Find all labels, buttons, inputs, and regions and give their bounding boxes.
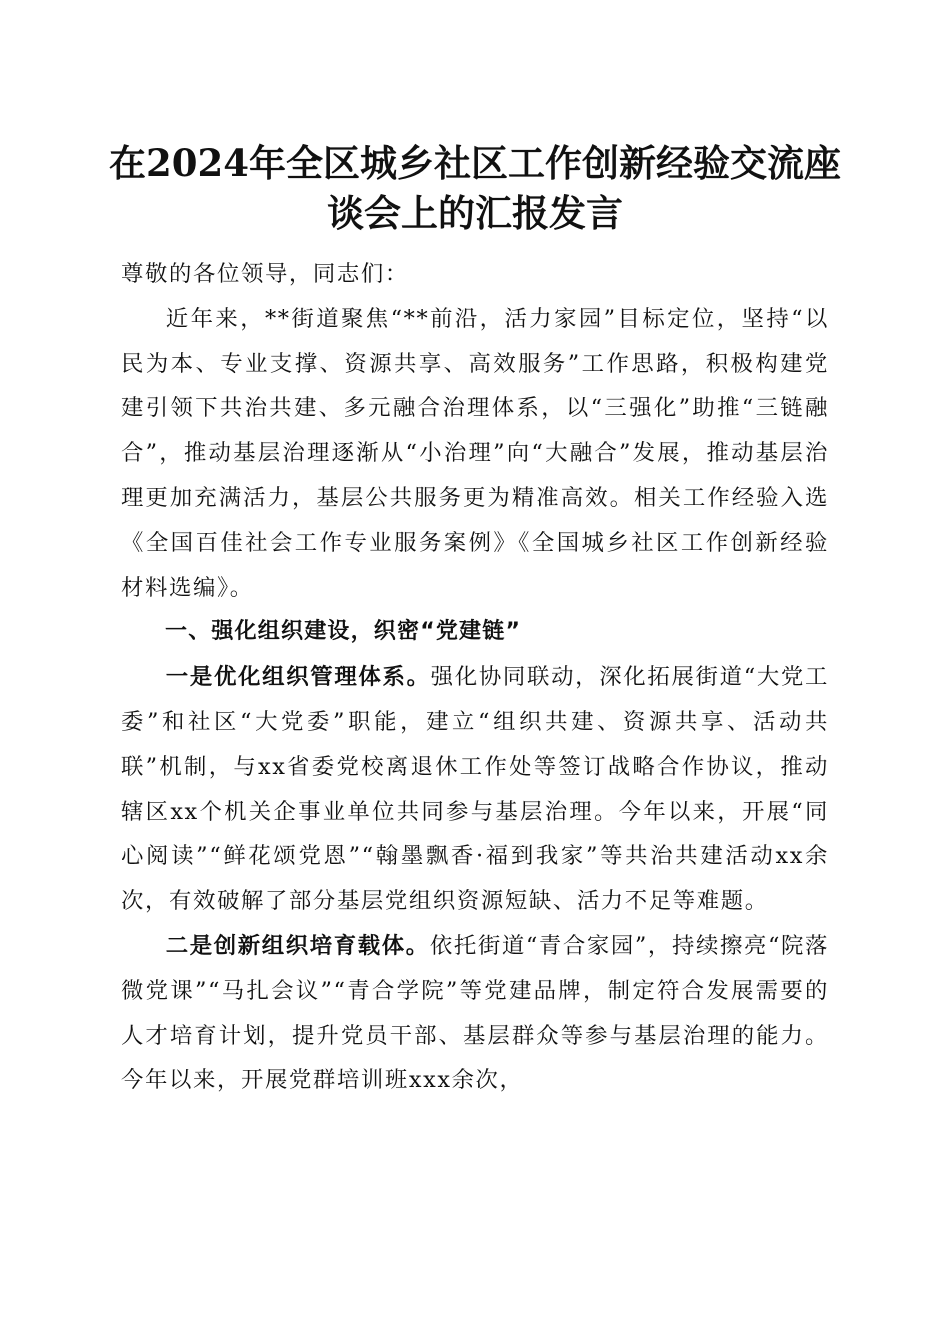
paragraph-lead: 一是优化组织管理体系。 [165, 664, 431, 691]
section-heading-1: 一、强化组织建设，织密“党建链” [165, 619, 522, 645]
salutation: 尊敬的各位领导，同志们： [121, 261, 409, 287]
paragraph-innovate-cultivation [121, 924, 829, 1103]
paragraph-optimize-organization [121, 655, 829, 924]
intro-paragraph: 近年来，**街道聚焦“**前沿，活力家园”目标定位，坚持“以民为本、专业支撑、资源共享、高效服务”工作思路，积极构建党建引领下共治共建、多元融合治理体系，以“三强化”助推“三链融合”，推动基层治理逐渐从“小治理”向“大融合”发展，推动基层治理更加充满活力，基层公共服务更为精准高效。相关工作经验入选《全国百佳社会工作专业服务案例》《全国城乡社区工作创新经验材料选编》。 [121, 305, 829, 601]
title-line-1: 在2024年全区城乡社区工作创新经验交流座 [109, 141, 841, 185]
document-title [100, 138, 850, 238]
document-body [121, 252, 829, 1103]
title-line-2: 谈会上的汇报发言 [327, 191, 623, 235]
paragraph-lead: 二是创新组织培育载体。 [165, 932, 430, 959]
paragraph-body: 依托街道“青合家园”，持续擦亮“院落微党课”“马扎会议”“青合学院”等党建品牌，制定符合发展需要的人才培育计划，提升党员干部、基层群众等参与基层治理的能力。今年以来，开展党群培训班xxx余次， [121, 932, 829, 1094]
paragraph-body: 强化协同联动，深化拓展街道“大党工委”和社区“大党委”职能，建立“组织共建、资源共享、活动共联”机制，与xx省委党校离退休工作处等签订战略合作协议，推动辖区xx个机关企事业单位共同参与基层治理。今年以来，开展“同心阅读”“鲜花颂党恩”“翰墨飘香·福到我家”等共治共建活动xx余次，有效破解了部分基层党组织资源短缺、活力不足等难题。 [121, 664, 829, 915]
